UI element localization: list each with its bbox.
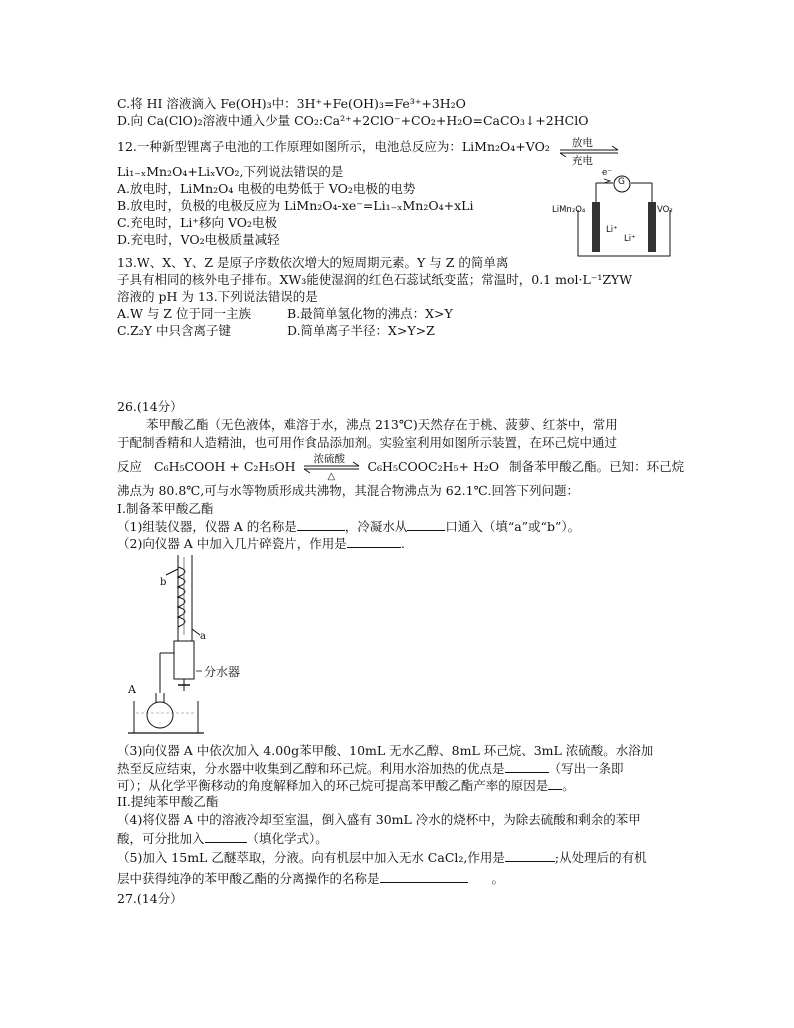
flask-a-label: A <box>128 683 136 696</box>
q26-q3-line1: （3)向仪器 A 中依次加入 4.00g苯甲酸、10mL 无水乙醇、8mL 环己烷、3mL 浓硫酸。水浴加 <box>117 743 654 758</box>
reaction-reversible-arrow <box>302 453 362 482</box>
electron-label: e⁻ <box>602 168 613 178</box>
answer-blank-water-bath-advantage[interactable] <box>505 760 549 773</box>
q12-arrow-bottom-label: 充电 <box>571 155 593 167</box>
q26-q3-line3-text-b: 。 <box>562 778 575 793</box>
q26-q3-line3 <box>117 777 575 794</box>
q12-stem-part1: 12.一种新型锂离子电池的工作原理如图所示，电池总反应为：LiMn₂O₄+VO₂ <box>117 139 550 154</box>
lithium-ion-label-2: Li⁺ <box>624 234 636 244</box>
q12-arrow-top-label: 放电 <box>571 137 593 149</box>
lithium-ion-label-1: Li⁺ <box>606 225 618 235</box>
answer-blank-reagent-formula[interactable] <box>205 830 247 843</box>
q27-header: 27.(14分） <box>117 891 183 906</box>
q26-q3-line2-text-a: 热至反应结束，分水器中收集到乙醇和环己烷。利用水浴加热的优点是 <box>117 761 505 776</box>
q13-stem-line3: 溶液的 pH 为 13.下列说法错误的是 <box>117 289 318 304</box>
q26-reaction-line <box>117 453 685 482</box>
q26-q5-line2-text-a: 层中获得纯净的苯甲酸乙酯的分离操作的名称是 <box>117 871 380 886</box>
q11-option-d: D.向 Ca(ClO)₂溶液中通入少量 CO₂:Ca²⁺+2ClO⁻+CO₂+H₂O=CaCO₃↓+2HClO <box>117 113 589 128</box>
q26-intro-line2: 于配制香精和人造精油，也可用作食品添加剂。实验室利用如图所示装置，在环己烷中通过 <box>117 435 618 450</box>
q12-option-b: B.放电时，负极的电极反应为 LiMn₂O₄-xe⁻=Li₁₋ₓMn₂O₄+xLi <box>117 198 474 213</box>
q26-q3-line3-text-a: 可）；从化学平衡移动的角度解释加入的环己烷可提高苯甲酸乙酯产率的原因是 <box>117 778 549 793</box>
q13-option-d: D.简单离子半径：X>Y>Z <box>287 323 435 338</box>
answer-blank-cacl2-purpose[interactable] <box>505 849 555 862</box>
answer-blank-porcelain-purpose[interactable] <box>347 535 401 548</box>
condenser-outlet-a-label: a <box>200 631 206 642</box>
q26-section-1-title: I.制备苯甲酸乙酯 <box>117 501 214 516</box>
q26-section-2-title: II.提纯苯甲酸乙酯 <box>117 794 219 809</box>
q26-q1-text-c: 口通入（填“a”或“b”）。 <box>445 519 581 534</box>
q26-q2-text-a: （2)向仪器 A 中加入几片碎瓷片，作用是 <box>117 536 347 551</box>
q26-q4-line2-text-b: （填化学式）。 <box>246 831 328 846</box>
answer-blank-cyclohexane-reason[interactable] <box>548 777 562 790</box>
q26-q4-line2 <box>117 830 328 847</box>
q12-option-d: D.充电时，VO₂电极质量减轻 <box>117 232 280 247</box>
q26-q3-line2 <box>117 760 624 777</box>
q13-option-b: B.最简单氢化物的沸点：X>Y <box>287 306 453 321</box>
q12-stem-line2: Li₁₋ₓMn₂O₄+LiₓVO₂,下列说法错误的是 <box>117 164 344 179</box>
q26-q1-text-a: （1)组装仪器，仪器 A 的名称是 <box>117 519 297 534</box>
galvanometer-label: G <box>618 177 625 187</box>
battery-diagram <box>548 170 678 260</box>
reaction-prefix: 反应 <box>117 459 143 474</box>
q26-q2-text-b: . <box>400 536 405 551</box>
q26-q5-line1 <box>117 849 647 866</box>
q13-stem-line1: 13.W、X、Y、Z 是原子序数依次增大的短周期元素。Y 与 Z 的简单离 <box>117 255 509 270</box>
reactants: C₆H₅COOH + C₂H₅OH <box>154 459 296 474</box>
answer-blank-water-inlet[interactable] <box>407 518 445 531</box>
catalyst-label: 浓硫酸 <box>313 453 345 465</box>
q26-intro-line1: 苯甲酸乙酯（无色液体，难溶于水，沸点 213℃)天然存在于桃、菠萝、红茶中，常用 <box>146 417 618 432</box>
heat-symbol: △ <box>327 471 336 482</box>
q26-intro-line3: 沸点为 80.8℃,可与水等物质形成共沸物，其混合物沸点为 62.1℃.回答下列问题： <box>117 483 580 498</box>
q26-q5-line2 <box>117 870 504 887</box>
q26-q5-line2-text-b: 。 <box>491 871 505 886</box>
answer-blank-instrument-a[interactable] <box>297 518 345 531</box>
q26-question-2 <box>117 535 405 552</box>
q13-option-a: A.W 与 Z 位于同一主族 <box>117 306 251 321</box>
q26-q1-text-b: ，冷凝水从 <box>344 519 408 534</box>
q11-option-c: C.将 HI 溶液滴入 Fe(OH)₃中：3H⁺+Fe(OH)₃=Fe³⁺+3H₂O <box>117 96 466 111</box>
condenser-inlet-b-label: b <box>160 577 167 588</box>
water-separator-label: 分水器 <box>204 665 241 679</box>
products: C₆H₅COOC₂H₅+ H₂O <box>367 459 500 474</box>
battery-figure <box>548 170 678 260</box>
apparatus-diagram <box>118 553 248 738</box>
q26-q5-line1-text-b: ;从处理后的有机 <box>554 850 647 865</box>
q26-q4-line1: （4)将仪器 A 中的溶液冷却至室温，倒入盛有 30mL 冷水的烧杯中，为除去硫酸和剩余的苯甲 <box>117 812 641 827</box>
q26-header: 26.(14分） <box>117 399 183 414</box>
answer-blank-separation-method[interactable] <box>380 870 468 883</box>
q26-q5-line1-text-a: （5)加入 15mL 乙醚萃取，分液。向有机层中加入无水 CaCl₂,作用是 <box>117 850 505 865</box>
q13-stem-line2: 子具有相同的核外电子排布。XW₃能使湿润的红色石蕊试纸变蓝；常温时，0.1 mol·L⁻¹ZYW <box>117 272 633 287</box>
q26-q4-line2-text-a: 酸，可分批加入 <box>117 831 205 846</box>
q12-stem-line1 <box>117 137 622 167</box>
q12-option-c: C.充电时，Li⁺移向 VO₂电极 <box>117 215 278 230</box>
q12-option-a: A.放电时，LiMn₂O₄ 电极的电势低于 VO₂电极的电势 <box>117 181 416 196</box>
reaction-suffix: 制备苯甲酸乙酯。已知：环己烷 <box>509 459 685 474</box>
left-electrode-label: LiMn₂O₄ <box>552 205 586 215</box>
q26-question-1 <box>117 518 580 535</box>
apparatus-figure <box>118 553 248 738</box>
q12-reversible-arrow <box>558 137 622 167</box>
q26-q3-line2-text-b: （写出一条即 <box>548 761 624 776</box>
q13-option-c: C.Z₂Y 中只含离子键 <box>117 323 232 338</box>
right-electrode-label: VO₂ <box>657 205 673 215</box>
